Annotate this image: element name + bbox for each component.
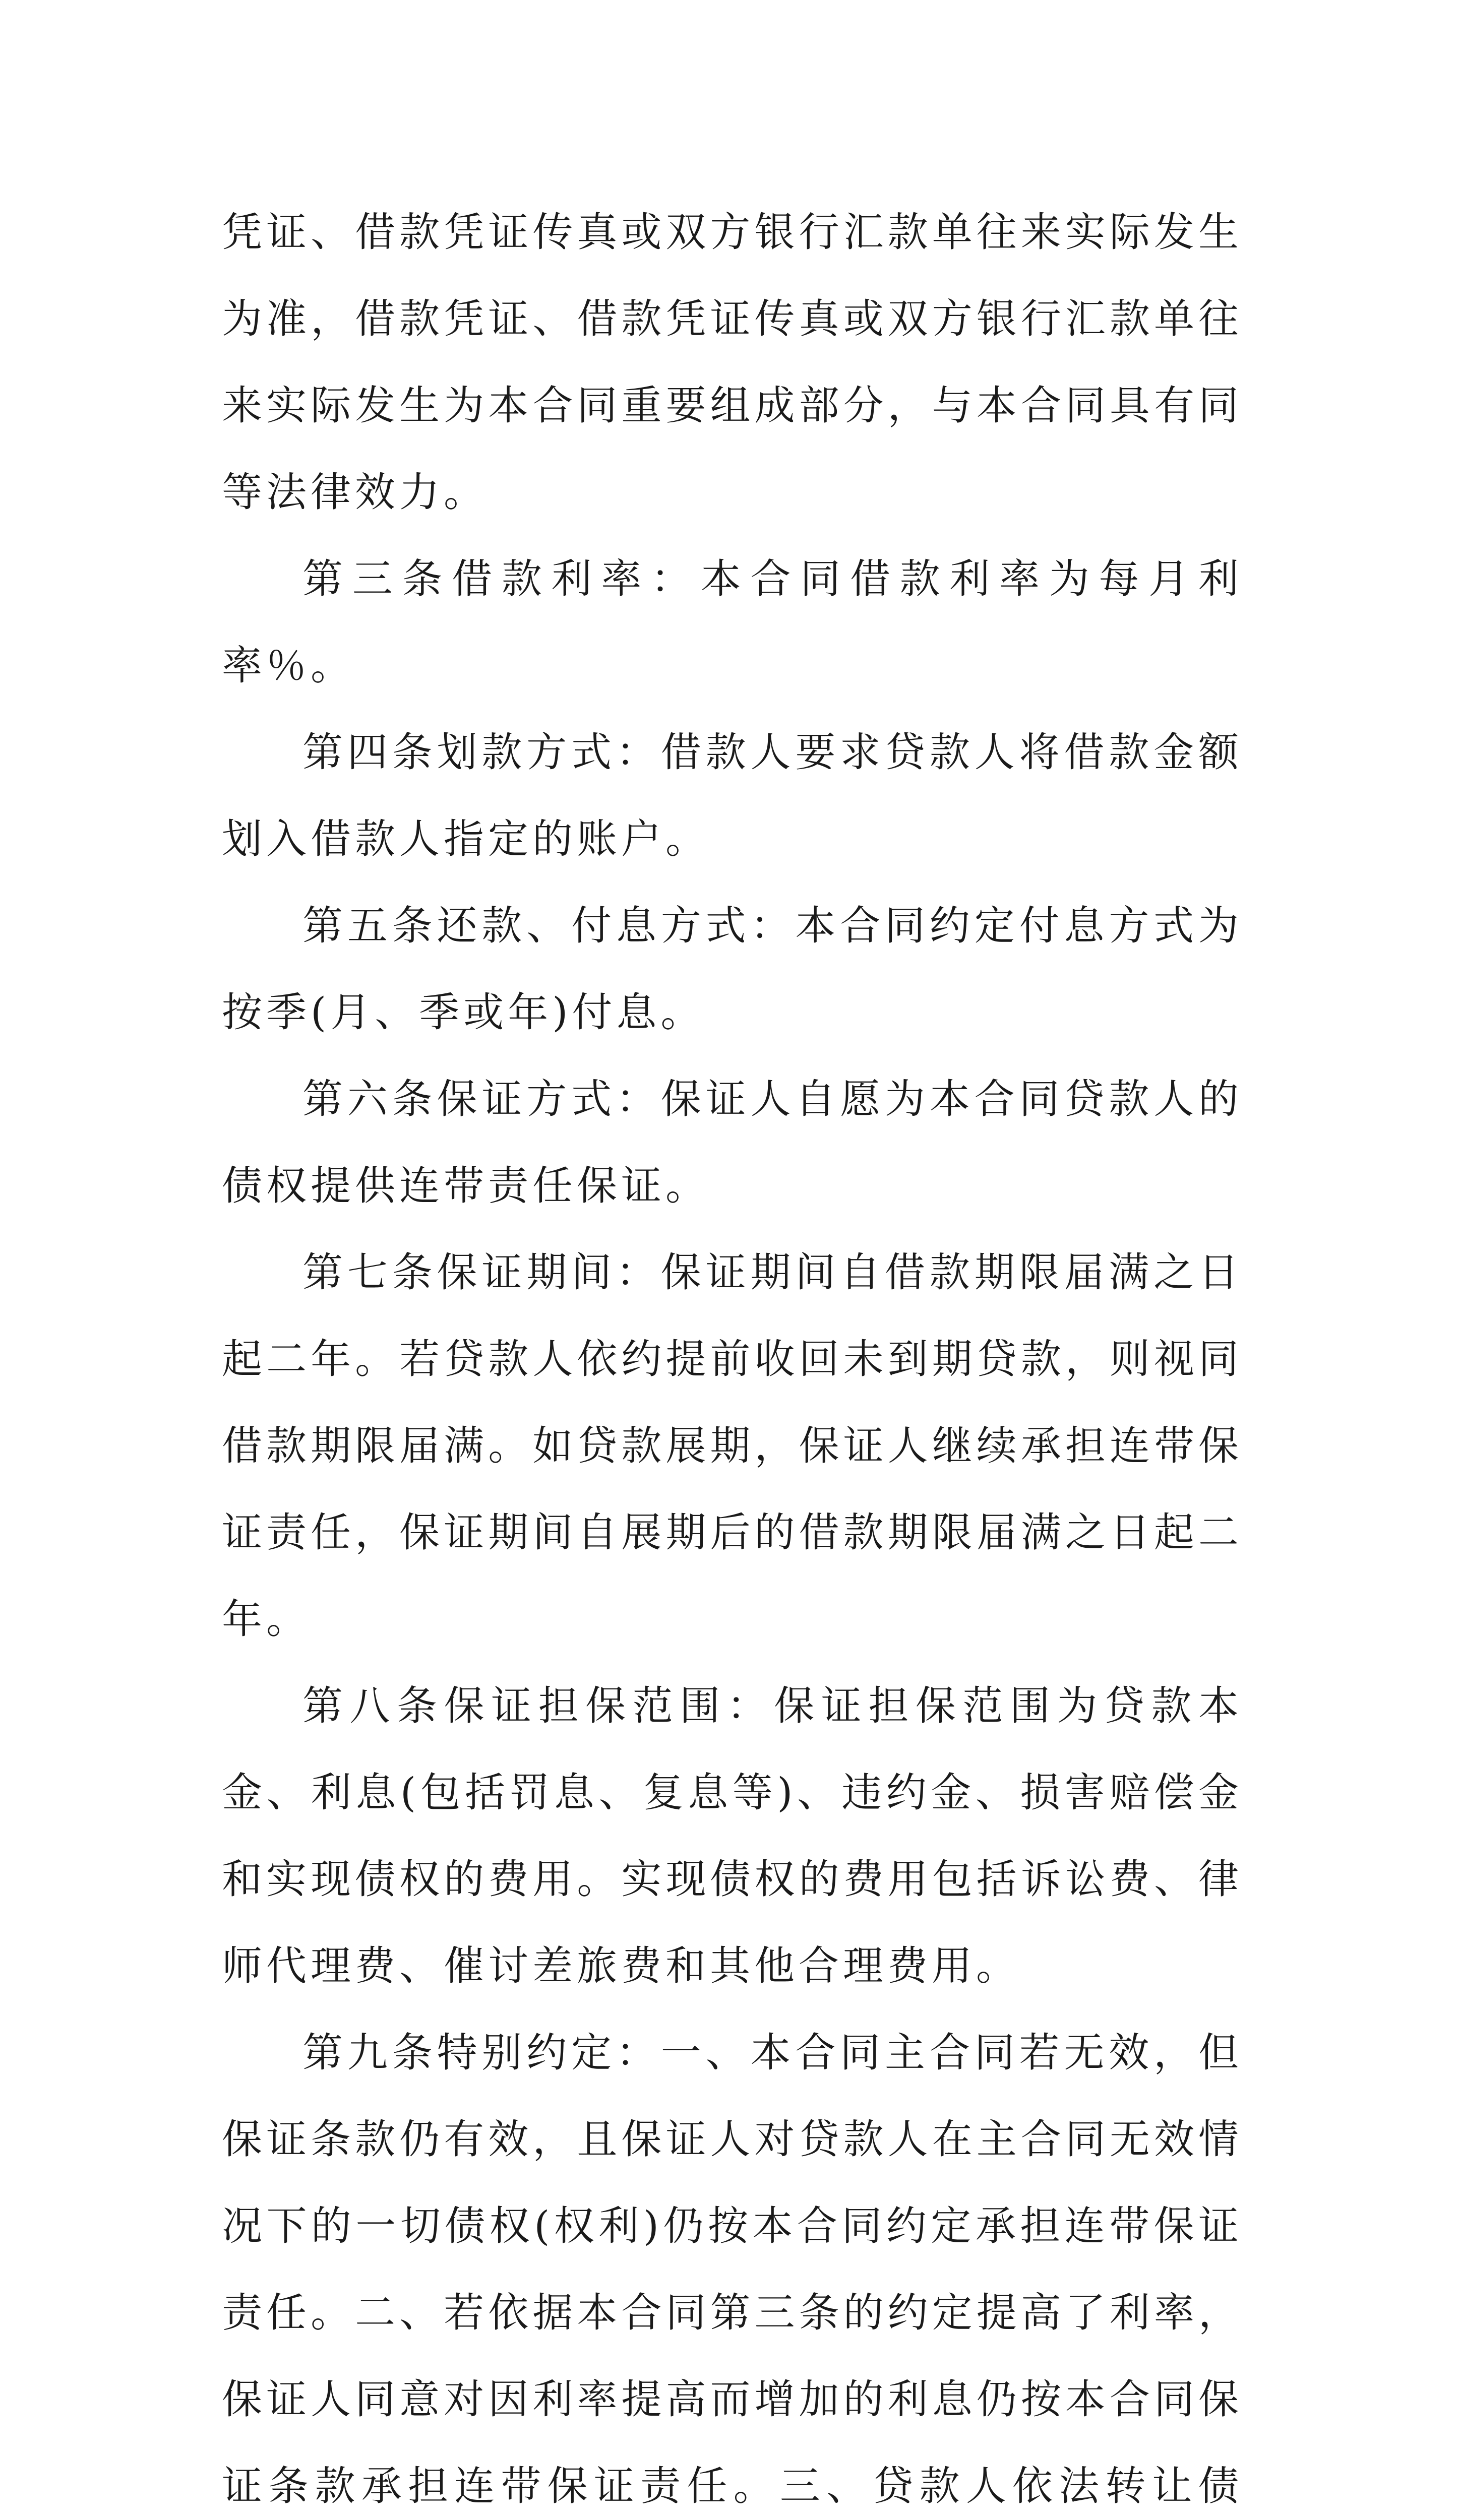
paragraph-article-3: 第三条借款利率：本合同借款利率为每月利率％。 [222,555,1243,689]
paragraph-article-8: 第八条保证担保范围：保证担保范围为贷款本金、利息(包括罚息、复息等)、违约金、损害赔偿金和实现债权的费用。实现债权的费用包括诉讼费、律师代理费、催讨差旅费和其他合理费用。 [222,1682,1243,1989]
paragraph-article-5: 第五条还款、付息方式：本合同约定付息方式为按季(月、季或年)付息。 [222,902,1243,1036]
paragraph-article-6: 第六条保证方式：保证人自愿为本合同贷款人的债权提供连带责任保证。 [222,1076,1243,1209]
paragraph-article-7: 第七条保证期间：保证期间自借款期限届满之日起二年。若贷款人依约提前收回未到期贷款，则视同借款期限届满。如贷款展期，保证人继续承担连带保证责任，保证期间自展期后的借款期限届满之日起二年。 [222,1249,1243,1643]
paragraph-continuation: 凭证、借款凭证传真或双方银行汇款单往来实际发生为准，借款凭证、借款凭证传真或双方银行汇款单往来实际发生为本合同重要组成部分，与本合同具有同等法律效力。 [222,209,1243,516]
document-body [222,189,1243,2520]
paragraph-article-9: 第九条特别约定：一、本合同主合同若无效，但保证条款仍有效，且保证人对贷款人在主合同无效情况下的一切债权(权利)仍按本合同约定承担连带保证责任。二、若依据本合同第三条的约定提高了利率，保证人同意对因利率提高而增加的利息仍按本合同保证条款承担连带保证责任。三、贷款人依法转让债 [222,2029,1243,2509]
paragraph-article-4: 第四条划款方式：借款人要求贷款人将借款金额划入借款人指定的账户。 [222,729,1243,862]
